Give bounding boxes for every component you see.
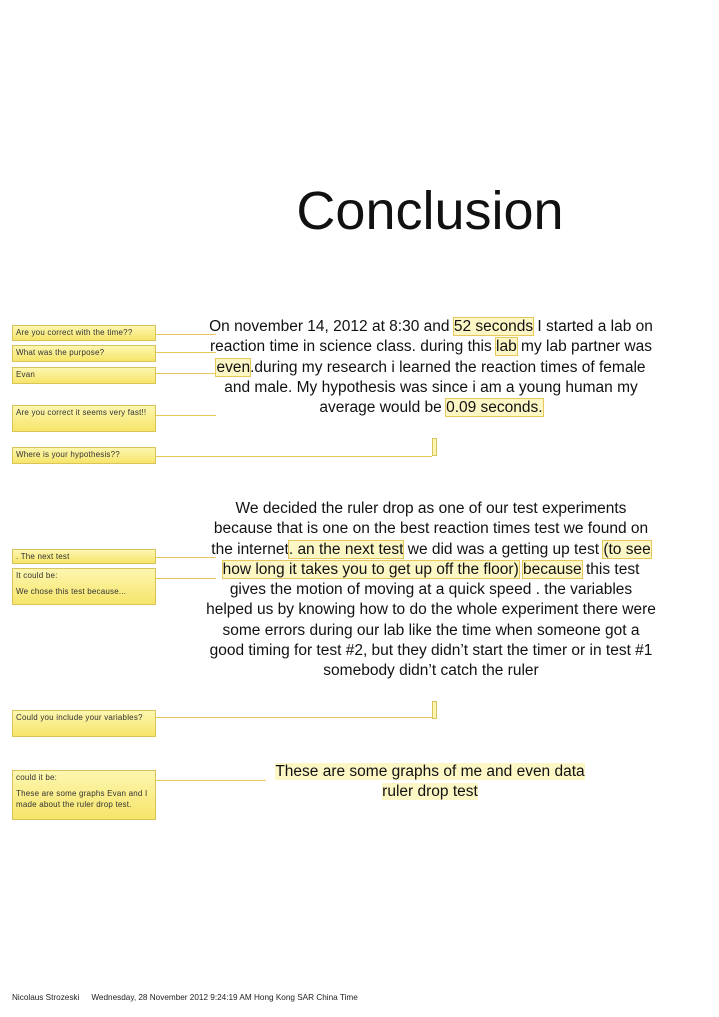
highlight-52-seconds[interactable]: 52 seconds (453, 318, 534, 335)
note-text: Where is your hypothesis?? (16, 450, 120, 459)
paragraph-intro (206, 317, 656, 418)
comment-connector (156, 456, 432, 457)
comment-note[interactable] (12, 710, 156, 737)
paragraph-method (206, 499, 656, 682)
graphs-line-2[interactable]: ruler drop test (382, 783, 478, 801)
highlight-lab[interactable]: lab (496, 338, 517, 356)
text: I started a lab on reaction time in science class. during this (210, 318, 653, 356)
note-text: These are some graphs Evan and I made about the ruler drop test. (16, 789, 148, 809)
comment-note[interactable] (12, 325, 156, 341)
graphs-line-1[interactable]: These are some graphs of me and even data (275, 763, 585, 780)
note-text: What was the purpose? (16, 348, 105, 357)
print-footer (12, 993, 358, 1002)
paragraph-graphs (230, 762, 630, 803)
comment-note[interactable] (12, 367, 156, 384)
comment-note[interactable] (12, 447, 156, 464)
comment-note[interactable] (12, 345, 156, 362)
note-text: Could you include your variables? (16, 713, 143, 722)
note-text: Are you correct with the time?? (16, 328, 133, 337)
comment-note[interactable] (12, 549, 156, 564)
note-text: . The next test (16, 552, 70, 561)
note-text: Are you correct it seems very fast!! (16, 408, 147, 417)
comment-note[interactable] (12, 405, 156, 432)
note-text: could it be: (16, 773, 58, 782)
highlight-because[interactable]: because (523, 560, 582, 578)
note-text: Evan (16, 370, 36, 379)
text: .during my research i learned the reaction times of female and male. My hypothesis was since i am a young human my average would be (224, 358, 646, 417)
text: my lab partner was (516, 338, 652, 356)
text: we did was a getting up test (403, 540, 604, 558)
comment-connector (156, 717, 432, 718)
comment-note[interactable] (12, 568, 156, 605)
note-text: It could be: (16, 571, 58, 580)
highlight-hypothesis-value[interactable]: 0.09 seconds. (446, 399, 543, 417)
comment-anchor[interactable] (432, 438, 437, 456)
text: On november 14, 2012 at 8:30 and (209, 318, 454, 335)
page-title: Conclusion (296, 181, 564, 241)
highlight-even[interactable]: even (216, 358, 251, 376)
text: this test gives the motion of moving at a quick speed . the variables helped us by knowing how to do the whole experiment there were some errors during our lab like the time when someone got a good timing for test #2, but they didn’t start the timer or in test #1 somebody didn’t catch the ruler (206, 560, 656, 680)
comment-anchor[interactable] (432, 701, 437, 719)
text: We decided the ruler drop as one of our test experiments because that is one on the best reaction times test we found on the internet (211, 500, 649, 558)
comment-note[interactable] (12, 770, 156, 820)
note-text: We chose this test because... (16, 587, 127, 597)
author-name: Nicolaus Strozeski (12, 993, 80, 1002)
highlight-next-test[interactable]: . an the next test (288, 540, 404, 558)
highlight-getting-up-test[interactable]: (to see how long it takes you to get up off the floor) (222, 540, 651, 578)
print-datetime: Wednesday, 28 November 2012 9:24:19 AM Hong Kong SAR China Time (91, 993, 358, 1002)
